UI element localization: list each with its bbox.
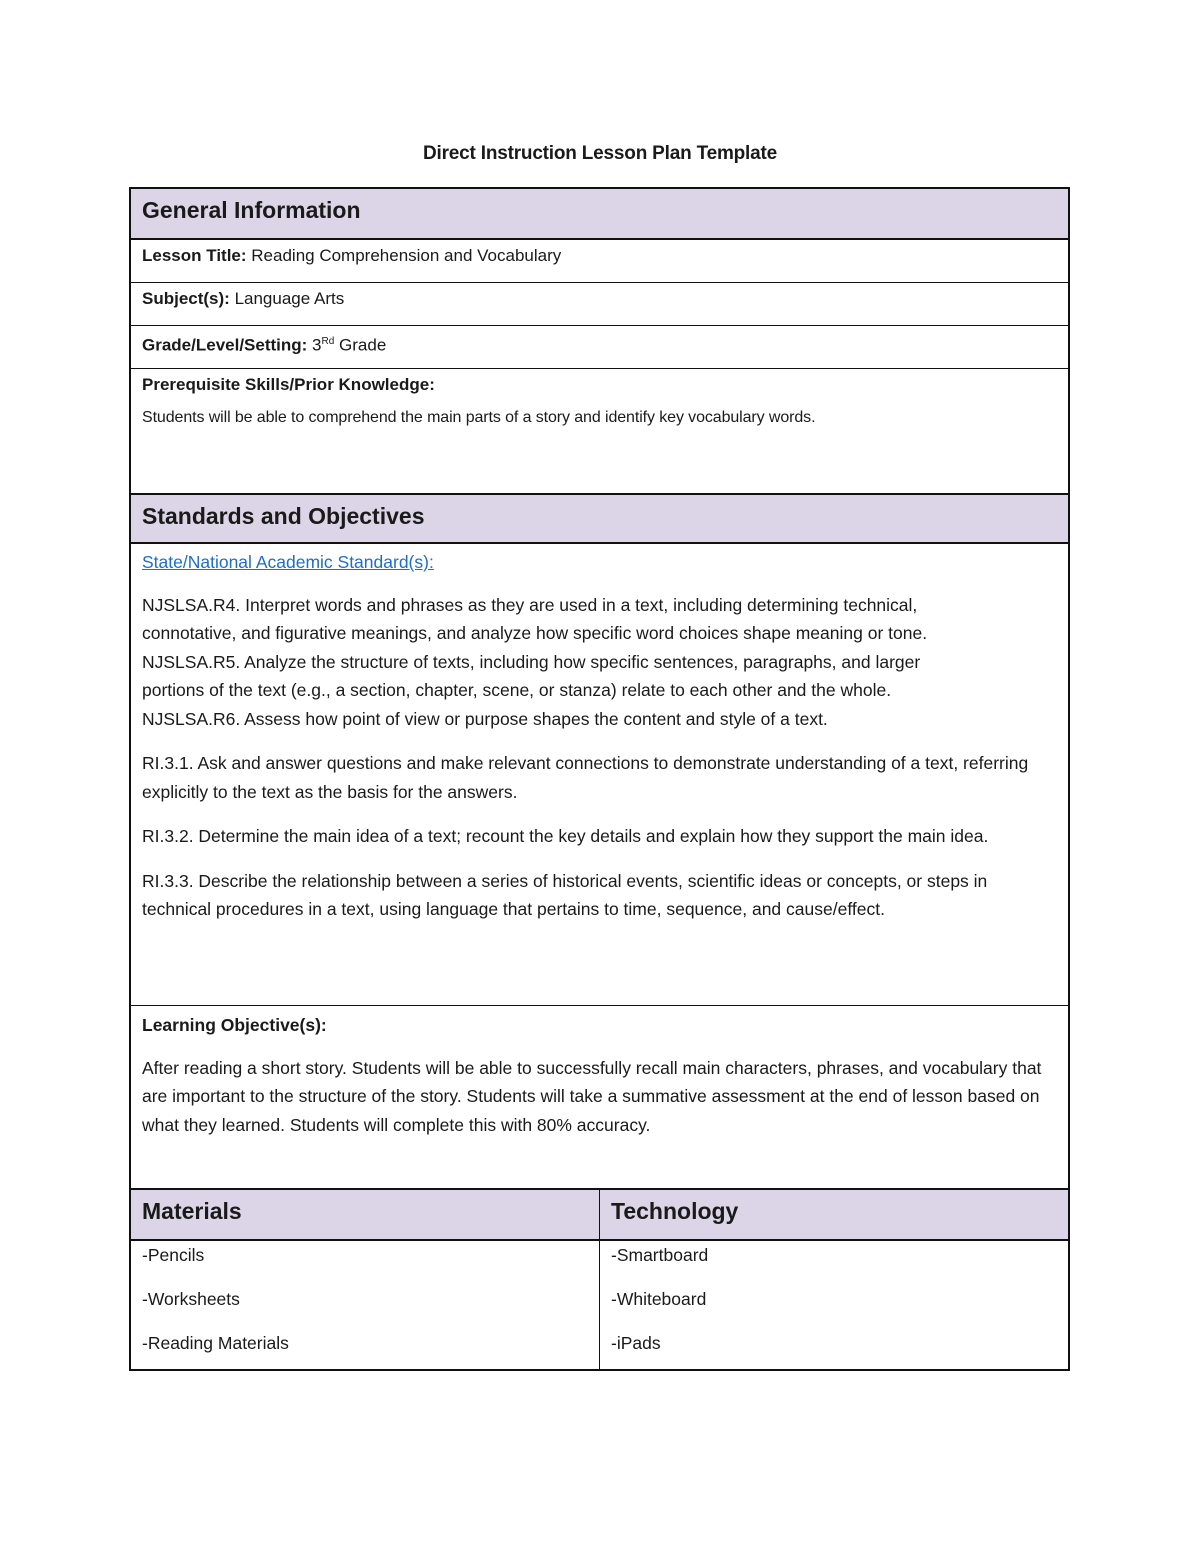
resources-heading-row <box>131 1188 1068 1241</box>
ri-3-2-standard: RI.3.2. Determine the main idea of a text; recount the key details and explain how they support the main idea. <box>142 826 989 846</box>
list-item: -Worksheets <box>142 1289 240 1309</box>
ri-3-3-standard: RI.3.3. Describe the relationship between a series of historical events, scientific ideas or concepts, or steps in technical procedures in a text, using language that pertains to time, sequence, and cause/effect. <box>142 870 988 919</box>
subject-row <box>131 283 1068 326</box>
lesson-plan-table <box>129 187 1070 1371</box>
standards-link[interactable]: State/National Academic Standard(s): <box>142 552 434 572</box>
materials-heading: Materials <box>131 1190 600 1241</box>
list-item: -Pencils <box>142 1245 205 1265</box>
grade-suffix: Rd <box>321 336 335 347</box>
njslsa-line: NJSLSA.R5. Analyze the structure of texts, including how specific sentences, paragraphs, and larger <box>142 651 921 672</box>
list-item: -Whiteboard <box>611 1289 707 1309</box>
njslsa-block <box>142 591 1057 734</box>
list-item: -Smartboard <box>611 1245 709 1265</box>
list-item: -Reading Materials <box>142 1333 289 1353</box>
lesson-title-row <box>131 240 1068 283</box>
grade-row <box>131 326 1068 369</box>
technology-heading: Technology <box>600 1190 1068 1241</box>
subject-value: Language Arts <box>229 289 345 308</box>
prerequisite-row <box>131 369 1068 493</box>
list-item: -iPads <box>611 1333 661 1353</box>
learning-objective-label: Learning Objective(s): <box>142 1015 327 1035</box>
technology-list <box>600 1241 1068 1369</box>
grade-number: 3 <box>307 335 322 355</box>
ri-3-1-standard: RI.3.1. Ask and answer questions and make relevant connections to demonstrate understanding of a text, referring explicitly to the text as the basis for the answers. <box>142 753 1029 802</box>
lesson-title-label: Lesson Title: <box>142 246 247 265</box>
prerequisite-value: Students will be able to comprehend the main parts of a story and identify key vocabulary words. <box>142 409 816 426</box>
subject-label: Subject(s): <box>142 289 230 308</box>
njslsa-line: portions of the text (e.g., a section, chapter, scene, or stanza) relate to each other and the whole. <box>142 680 892 700</box>
materials-list <box>131 1241 600 1369</box>
lesson-title-value: Reading Comprehension and Vocabulary <box>246 246 562 265</box>
standards-objectives-heading: Standards and Objectives <box>131 493 1068 544</box>
njslsa-line: connotative, and figurative meanings, and analyze how specific word choices shape meaning or tone. <box>142 623 928 643</box>
general-information-heading: General Information <box>131 189 1068 240</box>
grade-label: Grade/Level/Setting: <box>142 335 308 355</box>
learning-objective-value: After reading a short story. Students will be able to successfully recall main characters, phrases, and vocabulary that are important to the structure of the story. Students will take a summative assessment at the end of lesson based on what they learned. Students will complete this with 80% accuracy. <box>142 1057 1042 1135</box>
njslsa-line: NJSLSA.R6. Assess how point of view or purpose shapes the content and style of a text. <box>142 708 828 729</box>
njslsa-line: NJSLSA.R4. Interpret words and phrases as they are used in a text, including determining technical, <box>142 594 918 615</box>
grade-rest: Grade <box>334 335 387 355</box>
standards-row <box>131 544 1068 1006</box>
page-title: Direct Instruction Lesson Plan Template <box>423 143 777 164</box>
resources-list-row <box>131 1241 1068 1369</box>
prerequisite-label: Prerequisite Skills/Prior Knowledge: <box>142 375 435 394</box>
learning-objective-row <box>131 1006 1068 1188</box>
